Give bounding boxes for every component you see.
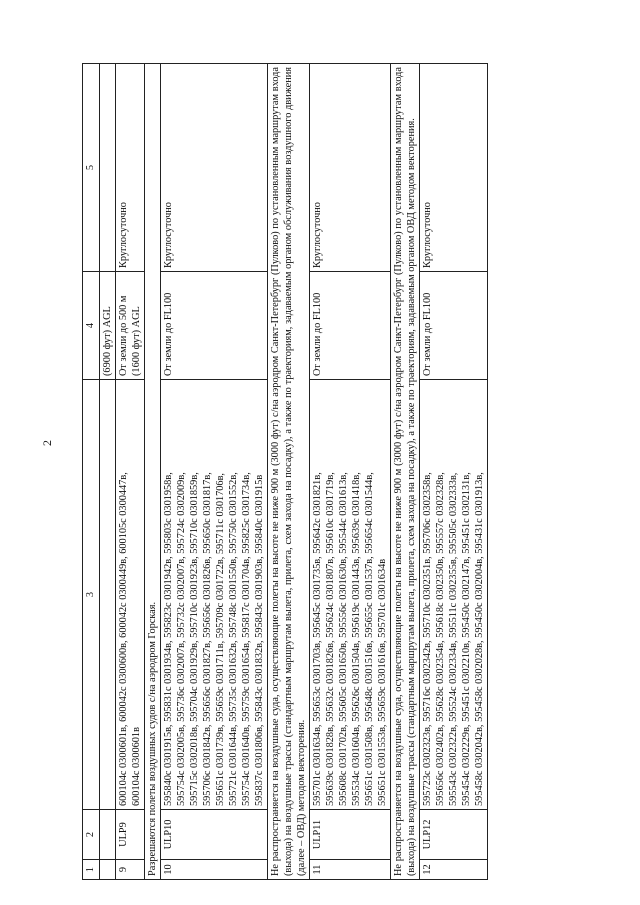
table-row bbox=[310, 64, 391, 880]
column-header: 5 bbox=[83, 64, 100, 272]
row-number-cell: 12 bbox=[420, 860, 488, 880]
table-note-row bbox=[268, 64, 310, 880]
coordinate-line: 595656с 0302402в, 595628с 0302354в, 595618с 0302350в, 595557с 0302328в, bbox=[435, 472, 446, 806]
airspace-restriction-table bbox=[82, 63, 488, 880]
airspace-restriction-table-sheet bbox=[82, 64, 582, 880]
coordinates-cell bbox=[420, 380, 488, 810]
coordinate-line: 595754с 0301640в, 595759с 0301654в, 595817с 0301704в, 595825с 0301734в, bbox=[241, 472, 252, 806]
coordinate-line: 595458с 0302042в, 595458с 0302028в, 595450с 0302004в, 595431с 0301913в, bbox=[474, 472, 485, 806]
column-header: 4 bbox=[83, 272, 100, 380]
coordinate-line: 595639с 0301828в, 595632с 0301826в, 595624с 0301807в, 595610с 0301719в, bbox=[325, 472, 336, 806]
row-number-cell bbox=[100, 860, 116, 880]
coordinate-line: 595454с 0302229в, 595451с 0302210в, 595450с 0302147в, 595451с 0302131в, bbox=[461, 472, 472, 806]
coordinate-line: 595754с 0302005в, 595736с 0302007в, 595732с 0302007в, 595724с 0302009в, bbox=[176, 472, 187, 806]
row-number-cell: 11 bbox=[310, 860, 391, 880]
coordinate-line: 595543с 0302322в, 595524с 0302334в, 595511с 0302355в, 595505с 0302333в, bbox=[448, 472, 459, 806]
note-text: Разрешаются полеты воздушных судов с/на аэродром Горская. bbox=[145, 64, 161, 880]
coordinate-line: 595723с 0302323в, 595716с 0302342в, 595710с 0302351в, 595706с 0302358в, bbox=[422, 472, 433, 806]
column-header: 2 bbox=[83, 810, 100, 860]
zone-code-cell bbox=[100, 810, 116, 860]
row-number-cell: 10 bbox=[161, 860, 268, 880]
altitude-limits-cell: (6900 фут) AGL bbox=[100, 272, 116, 380]
coordinate-line: 595701с 0301634в, 595653с 0301703в, 595645с 0301735в, 595642с 0301821в, bbox=[312, 472, 323, 806]
altitude-limits-cell: От земли до 500 м (1600 фут) AGL bbox=[116, 272, 145, 380]
coordinate-line: 595608с 0301702в, 595605с 0301650в, 595556с 0301630в, 595544с 0301613в, bbox=[338, 472, 349, 806]
table-row bbox=[420, 64, 488, 880]
coordinate-line: 595651с 0301553в, 595659с 0301616в, 595701с 0301634в bbox=[377, 558, 388, 806]
altitude-limits-cell: От земли до FL100 bbox=[310, 272, 391, 380]
page-number: 2 bbox=[40, 440, 54, 446]
coordinates-cell bbox=[100, 380, 116, 810]
column-header: 1 bbox=[83, 860, 100, 880]
operating-time-cell: Круглосуточно bbox=[116, 64, 145, 272]
zone-code-cell: ULP9 bbox=[116, 810, 145, 860]
coordinate-line: 595715с 0302018в, 595704с 0301929в, 595710с 0301923в, 595710с 0301859в, bbox=[189, 472, 200, 806]
coordinate-line: 595706с 0301842в, 595656с 0301827в, 595656с 0301826в, 595650с 0301817в, bbox=[202, 472, 213, 806]
coordinates-cell bbox=[310, 380, 391, 810]
coordinates-cell bbox=[161, 380, 268, 810]
coordinate-line: 595721с 0301644в, 595735с 0301632в, 595748с 0301550в, 595750с 0301552в, bbox=[228, 472, 239, 806]
coordinate-line: 600104с 0300601в, 600042с 0300600в, 600042с 0300449в, 600105с 0300447в, bbox=[118, 472, 129, 806]
coordinate-line: 595840с 0301915в, 595831с 0301934в, 595823с 0301942в, 595803с 0301958в, bbox=[163, 472, 174, 806]
note-text: Не распространяется на воздушные суда, осуществляющие полеты на высоте не ниже 900 м (3000 фут) с/на аэродром Санкт-Петербург (Пулково) по установленным маршрутам входа (выхода) на воздушные трассы (стандартным маршрутам вылета, прилета, схем захода на посадку), а также по траекториям, задаваемым органом обслуживания воздушного движения (далее – ОВД) методом векторения. bbox=[268, 64, 310, 880]
table-row bbox=[161, 64, 268, 880]
operating-time-cell: Круглосуточно bbox=[420, 64, 488, 272]
column-header: 3 bbox=[83, 380, 100, 810]
coordinates-cell bbox=[116, 380, 145, 810]
operating-time-cell: Круглосуточно bbox=[161, 64, 268, 272]
table-row bbox=[100, 64, 116, 880]
coordinate-line: 595534с 0301604в, 595626с 0301504в, 595619с 0301443в, 595639с 0301418в, bbox=[351, 472, 362, 806]
column-number-row bbox=[83, 64, 100, 880]
coordinate-line: 595837с 0301806в, 595843с 0301832в, 595843с 0301903в, 595840с 0301915в bbox=[254, 474, 265, 806]
table-row bbox=[116, 64, 145, 880]
row-number-cell: 9 bbox=[116, 860, 145, 880]
zone-code-cell: ULP10 bbox=[161, 810, 268, 860]
coordinate-line: 595651с 0301508в, 595648с 0301516в, 595655с 0301537в, 595654с 0301544в, bbox=[364, 472, 375, 806]
operating-time-cell: Круглосуточно bbox=[310, 64, 391, 272]
altitude-limits-cell: От земли до FL100 bbox=[161, 272, 268, 380]
table-note-row bbox=[391, 64, 420, 880]
altitude-limits-cell: От земли до FL100 bbox=[420, 272, 488, 380]
coordinate-line: 600104с 0300601в bbox=[131, 727, 142, 806]
zone-code-cell: ULP11 bbox=[310, 810, 391, 860]
table-body bbox=[100, 64, 488, 880]
table-note-row bbox=[145, 64, 161, 880]
coordinate-line: 595651с 0301739в, 595659с 0301711в, 595709с 0301722в, 595711с 0301706в, bbox=[215, 473, 226, 806]
zone-code-cell: ULP12 bbox=[420, 810, 488, 860]
operating-time-cell bbox=[100, 64, 116, 272]
note-text: Не распространяется на воздушные суда, осуществляющие полеты на высоте не ниже 900 м (3000 фут) с/на аэродром Санкт-Петербург (Пулково) по установленным маршрутам входа (выхода) на воздушные трассы (стандартным маршрутам вылета, прилета, схем захода на посадку), а также по траекториям, задаваемым органом ОВД методом векторения. bbox=[391, 64, 420, 880]
